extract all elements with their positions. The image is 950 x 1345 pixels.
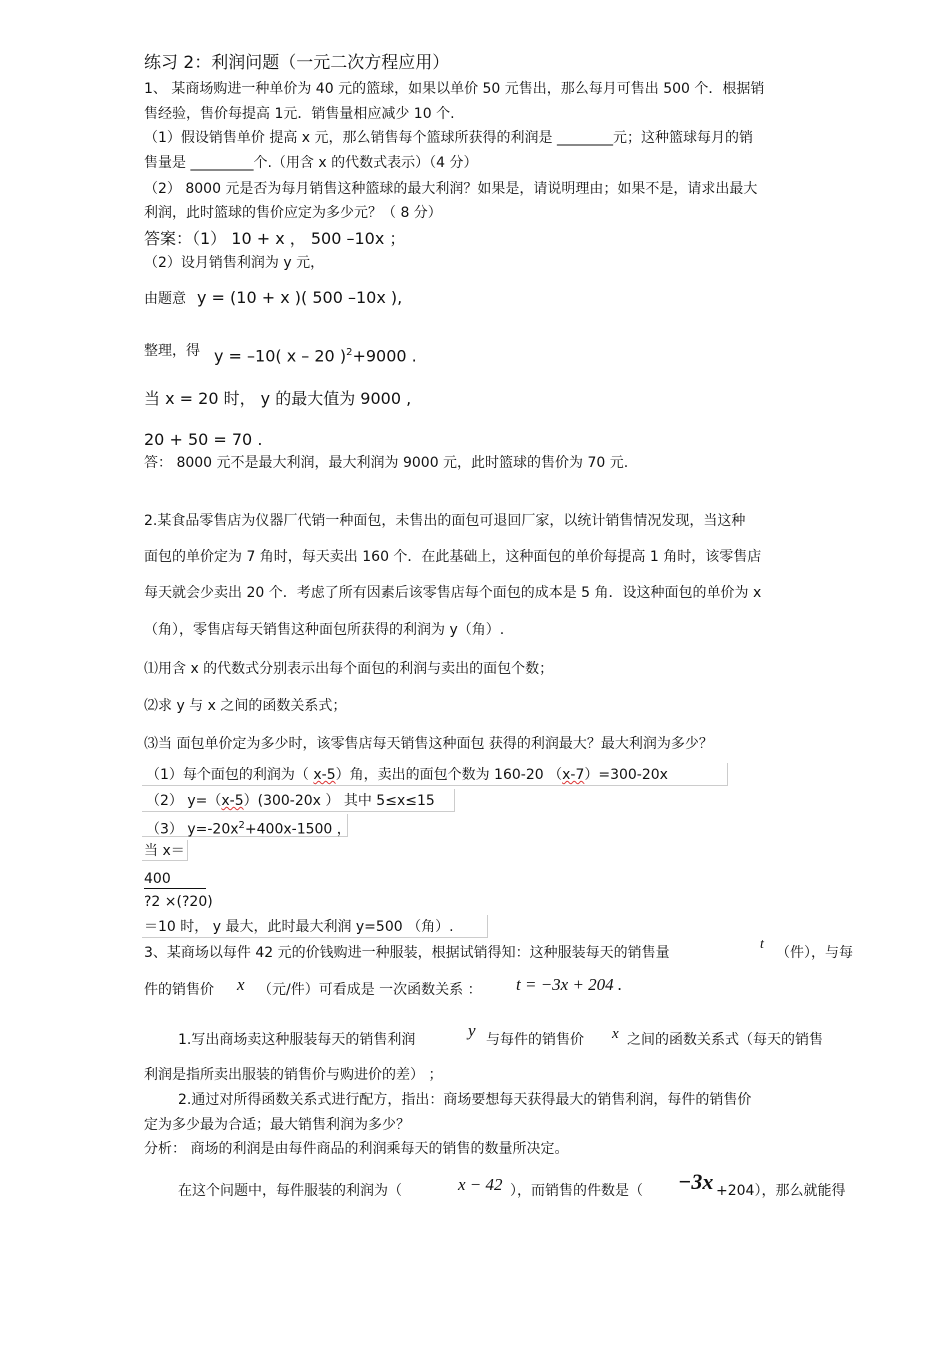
answer2-part-a: （2） y=（: [146, 793, 222, 809]
problem3-text-line1b: （件），与每: [776, 945, 853, 961]
answer3-part-a: （3） y=-20x: [146, 821, 239, 838]
problem1-sub1-line2: 售量是 _________个.（用含 x 的代数式表示）（4 分）: [144, 155, 478, 171]
problem2-answer2: [146, 792, 435, 810]
problem3-sub1-b: 与每件的销售价: [486, 1032, 584, 1048]
problem1-text-line2: 售经验，售价每提高 1元．销售量相应减少 10 个.: [144, 106, 455, 122]
problem3-sub2-line2: 定为多少最为合适；最大销售利润为多少？: [144, 1117, 410, 1133]
problem1-sub2-line2: 利润，此时篮球的售价应定为多少元？（ 8 分）: [144, 205, 442, 221]
problem3-sub1-a: 1.写出商场卖这种服装每天的销售利润: [178, 1032, 416, 1048]
equation2-tail: +9000 .: [352, 346, 417, 366]
problem2-answer5: ＝10 时， y 最大，此时最大利润 y=500 （角）.: [144, 919, 454, 935]
fraction-numerator: 400: [144, 871, 171, 887]
equation3: 当 x = 20 时， y 的最大值为 9000 ,: [144, 389, 412, 408]
problem3-sub1-line2: 利润是指所卖出服装的销售价与购进价的差） ；: [144, 1067, 443, 1083]
problem2-answer3: [146, 817, 351, 839]
problem2-answer4: 当 x＝: [144, 843, 185, 859]
fraction-denominator: ?2 ×(?20): [144, 894, 213, 910]
equation1-label: 由题意: [144, 291, 186, 307]
problem1-sub2-line1: （2） 8000 元是否为每月销售这种篮球的最大利润？如果是，请说明理由；如果不是，请求出最大: [144, 181, 758, 197]
answer1-part-a: （1）每个面包的利润为（: [146, 767, 314, 783]
answer3-part-b: +400x-1500 ，: [244, 821, 351, 838]
equation2-exponent: 2: [346, 347, 353, 358]
problem2-text-line2: 面包的单价定为 7 角时，每天卖出 160 个．在此基础上，这种面包的单价每提高 1 角时，该零售店: [144, 549, 762, 565]
problem2-sub1: ⑴用含 x 的代数式分别表示出每个面包的利润与卖出的面包个数；: [144, 661, 554, 677]
answer1-part-c: ）=300-20x: [584, 767, 668, 783]
variable-y: y: [468, 1021, 476, 1040]
problem1-text-line1: 1、 某商场购进一种单价为 40 元的篮球，如果以单价 50 元售出，那么每月可售出 500 个．根据销: [144, 81, 765, 97]
profit-per-item-formula: x − 42: [458, 1175, 503, 1194]
problem2-sub3: ⑶当 面包单价定为多少时，该零售店每天销售这种面包 获得的利润最大？最大利润为多少？: [144, 736, 713, 752]
problem3-last-a: 在这个问题中，每件服装的利润为（: [178, 1183, 402, 1199]
answer-line2: （2）设月销售利润为 y 元，: [144, 255, 325, 271]
problem2-sub2: ⑵求 y 与 x 之间的函数关系式；: [144, 698, 347, 714]
answer3-exponent: 2: [238, 820, 245, 831]
equation2-body: y = –10( x – 20 ): [214, 346, 347, 366]
problem3-text-line2a: 件的销售价: [144, 982, 214, 998]
problem2-text-line3: 每天就会少卖出 20 个．考虑了所有因素后该零售店每个面包的成本是 5 角．设这种面包的单价为 x: [144, 585, 762, 601]
problem1-sub1-line1: （1）假设销售单价 提高 x 元，那么销售每个篮球所获得的利润是 ________元；这种篮球每月的销: [144, 130, 753, 146]
problem3-last-c: +204），那么就能得: [716, 1183, 846, 1199]
problem3-last-b: ），而销售的件数是（: [510, 1183, 643, 1199]
equation4: 20 + 50 = 70 .: [144, 430, 263, 449]
problem3-text-line2b: （元/件）可看成是 一次函数关系 ：: [258, 982, 482, 998]
variable-t: t: [760, 937, 764, 952]
variable-x-2: x: [612, 1026, 619, 1042]
variable-x: x: [237, 975, 245, 994]
answer1-part-b: ）角，卖出的面包个数为 160-20 （: [335, 767, 563, 783]
answer2-underlined: x-5: [221, 793, 244, 809]
answer1-underlined-2: x-7: [562, 767, 585, 783]
answer-line1: 答案：（1） 10 + x ， 500 –10x ；: [144, 229, 406, 248]
page-title: 练习 2：利润问题（一元二次方程应用）: [144, 53, 450, 73]
fraction-bar: [144, 888, 206, 889]
problem2-text-line1: 2.某食品零售店为仪器厂代销一种面包，未售出的面包可退回厂家，以统计销售情况发现，当这种: [144, 513, 746, 529]
answer2-part-b: ）(300-20x ） 其中 5≤x≤15: [243, 793, 435, 809]
problem1-conclusion: 答： 8000 元不是最大利润，最大利润为 9000 元，此时篮球的售价为 70 元.: [144, 455, 629, 471]
equation1: y = (10 + x )( 500 –10x ),: [197, 288, 403, 307]
problem3-text-line1a: 3、某商场以每件 42 元的价钱购进一种服装，根据试销得知：这种服装每天的销售量: [144, 945, 670, 961]
problem3-sub1-c: 之间的函数关系式（每天的销售: [627, 1032, 823, 1048]
linear-function-formula: t = −3x + 204 .: [516, 975, 623, 994]
equation2-label: 整理，得: [144, 343, 200, 359]
problem2-text-line4: （角），零售店每天销售这种面包所获得的利润为 y（角）.: [144, 622, 505, 638]
problem3-analysis: 分析： 商场的利润是由每件商品的利润乘每天的销售的数量所决定。: [144, 1141, 569, 1157]
answer1-underlined-1: x-5: [313, 767, 336, 783]
problem2-answer1: [146, 766, 668, 784]
problem3-sub2-line1: 2.通过对所得函数关系式进行配方，指出：商场要想每天获得最大的销售利润，每件的销售价: [178, 1092, 752, 1108]
equation2: [214, 344, 417, 365]
sales-count-formula: −3x: [678, 1169, 714, 1194]
